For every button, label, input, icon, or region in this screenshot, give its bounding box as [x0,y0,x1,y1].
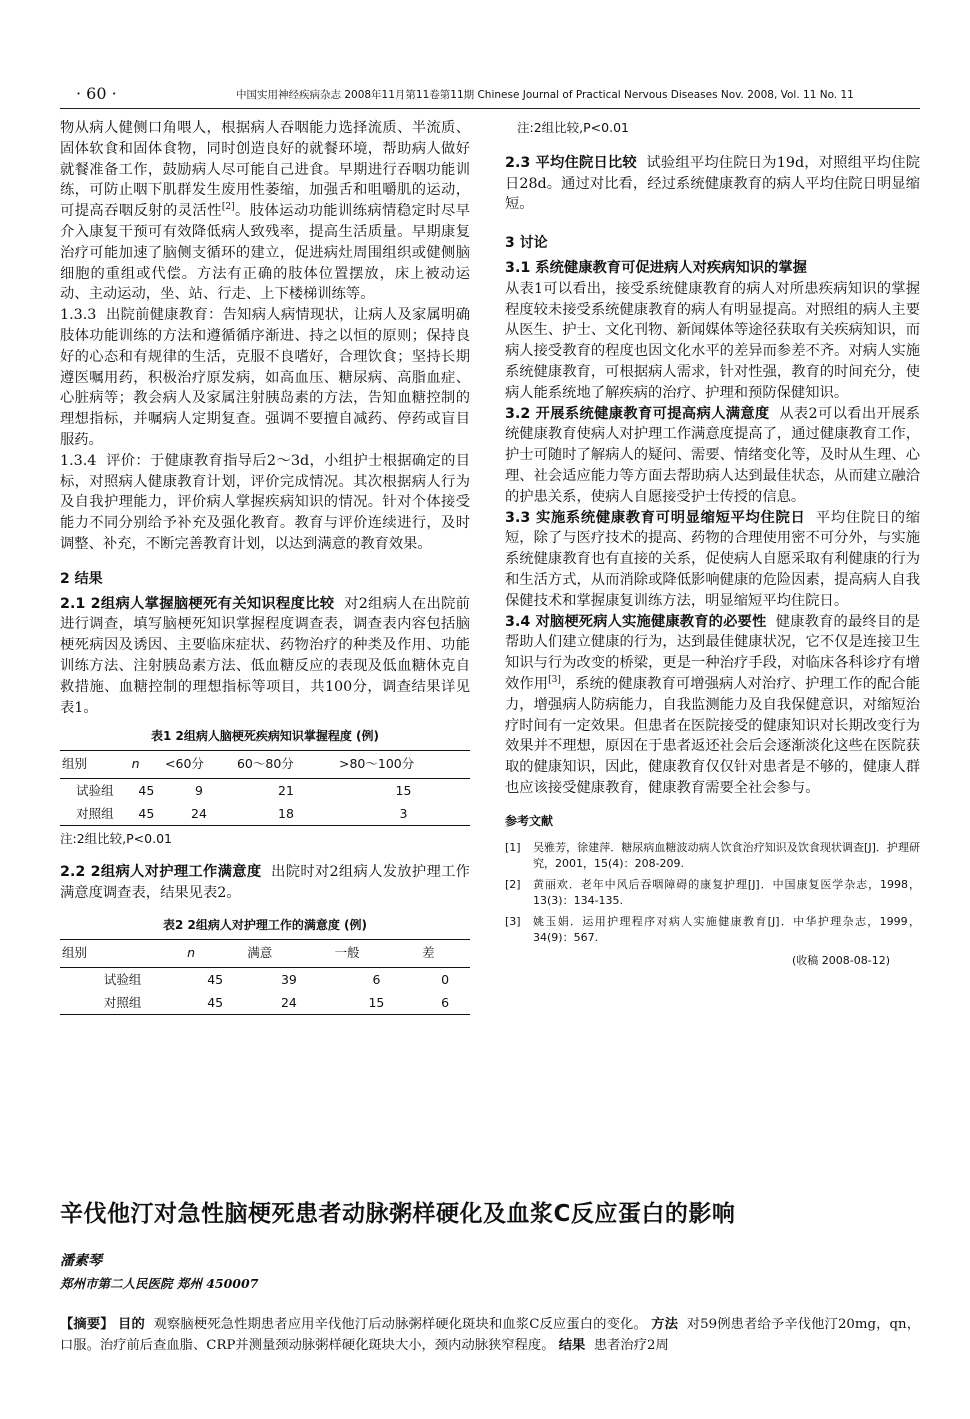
column-header: n [185,940,245,968]
citation-2[interactable]: [2] [221,202,235,213]
section-3-1-text: 从表1可以看出，接受系统健康教育的病人对所患疾病知识的掌握程度较未接受系统健康教育的病人有明显提高。对照组的病人主要从医生、护士、文化刊物、新闻媒体等途径获取有关疾病知识，而病人接受教育的程度也因文化水平的差异而参差不齐。对病人实施系统健康教育，可根据病人需求，针对性强，教育的时间充分，使病人能系统地了解疾病的治疗、护理和预防保健知识。 [505,280,920,401]
subsection-title-3-1: 3.1 系统健康教育可促进病人对疾病知识的掌握 [505,259,807,276]
subsection-title: 2.1 2组病人掌握脑梗死有关知识程度比较 [60,595,335,612]
section-3-3: 3.3 实施系统健康教育可明显缩短平均住院日 平均住院日的缩短，除了与医疗技术的提高、药物的合理使用密不可分外，与实施系统健康教育也有直接的关系，促使病人自愿采取有利健康的行为和生活方式，从而消除或降低影响健康的危险因素，提高病人自我保健技术和掌握康复训练方法，明显缩短平均住院日。 [505,509,920,609]
table-caption: 表2 2组病人对护理工作的满意度 (例) [162,918,368,933]
journal-running-head: 中国实用神经疾病杂志 2008年11月第11卷第11期 Chinese Journal of Practical Nervous Diseases Nov. 2008, Vol. 11 No. 11 [236,89,854,101]
left-column [60,118,470,1021]
section-3-2: 3.2 开展系统健康教育可提高病人满意度 从表2可以看出开展系统健康教育使病人对护理工作满意度提高了，通过健康教育工作，护士可随时了解病人的疑问、需要、情绪变化等，及时从生理、心理、社会适应能力等方面去帮助病人达到最佳状态，从而建立融洽的护患关系，使病人自愿接受护士传授的信息。 [505,405,920,505]
column-header: n [130,751,163,779]
next-article [60,1195,920,1356]
section-1-3-4: 1.3.4 评价：于健康教育指导后2～3d，小组护士根据确定的目标，对照病人健康教育计划，评价完成情况。其次根据病人行为及自我护理能力，评价病人掌握疾病知识的情况。针对个体接受能力不同分别给予补充及强化教育。教育与评价连续进行，及时调整、补充，不断完善教育计划，以达到满意的教育效果。 [60,452,470,552]
table-2 [60,915,470,1015]
reference-item: [1] 吴雅芳，徐建萍．糖尿病血糖波动病人饮食治疗知识及饮食现状调查[J]．护理研究，2001，15(4)：208-209. [505,840,920,870]
subsection-title: 2.3 平均住院日比较 [505,154,637,171]
page-number: · 60 · [76,84,117,103]
table-row: 对照组 45 24 15 6 [60,991,470,1015]
subsection-title: 2.2 2组病人对护理工作满意度 [60,863,262,880]
table-row: 对照组 45 24 18 3 [60,802,470,826]
references-heading: 参考文献 [505,813,554,828]
column-header: 满意 [245,940,332,968]
subsection-title: 3.3 实施系统健康教育可明显缩短平均住院日 [505,509,806,526]
data-table [60,750,470,826]
section-number: 1.3.4 [60,452,97,469]
column-header: <60分 [163,751,235,779]
table-row: 试验组 45 39 6 0 [103,971,450,987]
subsection-title: 3.4 对脑梗死病人实施健康教育的必要性 [505,613,767,630]
abstract-result-label: 结果 [558,1338,586,1353]
article-author: 潘素琴 [60,1253,102,1269]
section-3-4: 3.4 对脑梗死病人实施健康教育的必要性 健康教育的最终目的是帮助人们建立健康的行为，达到最佳健康状况，它不仅是连接卫生知识与行为改变的桥梁，更是一种治疗手段，对临床各科诊疗有增效作用[3]，系统的健康教育可增强病人对治疗、护理工作的配合能力，增强病人防病能力，自我监测能力及自我保健意识，对缩短治疗时间有一定效果。但患者在医院接受的健康知识对长期改变行为效果并不理想，原因在于患者返还社会后会逐渐淡化这些在医院获取的健康知识，因此，健康教育仅仅针对患者是不够的，健康人群也应该接受健康教育，健康教育需要全社会参与。 [505,613,921,796]
section-2-1: 2.1 2组病人掌握脑梗死有关知识程度比较 对2组病人在出院前进行调查，填写脑梗死知识掌握程度调查表，调查表内容包括脑梗死病因及诱因、主要临床症状、药物治疗的种类及作用、功能训练方法、注射胰岛素方法、低血糖反应的表现及低血糖休克自救措施、血糖控制的理想指标等项目，共100分，调查结果详见表1。 [60,595,470,716]
page-header [60,80,920,109]
column-header: 组别 [60,751,130,779]
article-title: 辛伐他汀对急性脑梗死患者动脉粥样硬化及血浆C反应蛋白的影响 [60,1201,736,1227]
received-date: (收稿 2008-08-12) [791,953,890,967]
column-header: >80～100分 [337,751,470,779]
section-2-2: 2.2 2组病人对护理工作满意度 出院时对2组病人发放护理工作满意度调查表，结果见表2。 [60,863,470,901]
reference-item: [3] 姚玉娟．运用护理程序对病人实施健康教育[J]．中华护理杂志，1999，34(9)：567. [505,914,920,944]
column-header: 差 [420,940,470,968]
abstract-label: 【摘要】 [60,1317,114,1332]
section-number: 1.3.3 [60,307,97,324]
column-header: 60～80分 [235,751,337,779]
column-header: 一般 [333,940,420,968]
data-table [60,939,470,1015]
article-abstract: 【摘要】 目的 观察脑梗死急性期患者应用辛伐他汀后动脉粥样硬化斑块和血浆C反应蛋白的变化。 方法 对59例患者给予辛伐他汀20mg，qn，口服。治疗前后查血脂、CRP并测量颈动脉粥样硬化斑块大小，颈内动脉狭窄程度。 结果 患者治疗2周 [60,1317,921,1353]
table-note: 注:2组比较,P<0.01 [60,830,172,846]
table-row: 试验组 45 9 21 15 [76,782,412,798]
section-heading-results: 2 结果 [60,570,103,587]
table-1 [60,726,470,849]
section-2-3: 2.3 平均住院日比较 试验组平均住院日为19d，对照组平均住院日28d。通过对比看，经过系统健康教育的病人平均住院日明显缩短。 [505,154,920,213]
right-column [505,118,920,971]
table-caption: 表1 2组病人脑梗死疾病知识掌握程度 (例) [150,729,380,744]
subsection-title: 3.2 开展系统健康教育可提高病人满意度 [505,405,770,422]
column-header: 组别 [60,940,185,968]
article-affiliation: 郑州市第二人民医院 郑州 450007 [60,1276,259,1291]
citation-3[interactable]: [3] [548,675,561,686]
abstract-goal-label: 目的 [118,1317,145,1332]
abstract-method-label: 方法 [651,1317,679,1332]
paragraph-swallowing: 物从病人健侧口角喂人，根据病人吞咽能力选择流质、半流质、固体软食和固体食物，同时创造良好的就餐环境，帮助病人做好就餐准备工作，鼓励病人尽可能自己进食。早期进行吞咽功能训练，可防止咽下肌群发生废用性萎缩，加强舌和咀嚼肌的运动，可提高吞咽反射的灵活性[2]。肢体运动功能训练病情稳定时尽早介入康复干预可有效降低病人致残率，提高生活质量。早期康复治疗可能加速了脑侧支循环的建立，促进病灶周围组织或健侧脑细胞的重组或代偿。方法有正确的肢体位置摆放，床上被动运动、主动运动，坐、站、行走、上下楼梯训练等。 [60,120,470,303]
table-2-note: 注:2组比较,P<0.01 [517,120,629,135]
reference-item: [2] 黄丽欢．老年中风后吞咽障碍的康复护理[J]．中国康复医学杂志，1998，13(3)：134-135. [505,877,920,907]
section-1-3-3: 1.3.3 出院前健康教育：告知病人病情现状，让病人及家属明确肢体功能训练的方法和遵循循序渐进、持之以恒的原则；保持良好的心态和有规律的生活，克服不良嗜好，合理饮食；坚持长期遵医嘱用药，积极治疗原发病，如高血压、糖尿病、高脂血症、心脏病等；教会病人及家属注射胰岛素的方法，告知血糖控制的理想指标，并嘱病人定期复查。强调不要擅自减药、停药或盲目服药。 [60,307,470,448]
section-heading-discussion: 3 讨论 [505,235,548,252]
